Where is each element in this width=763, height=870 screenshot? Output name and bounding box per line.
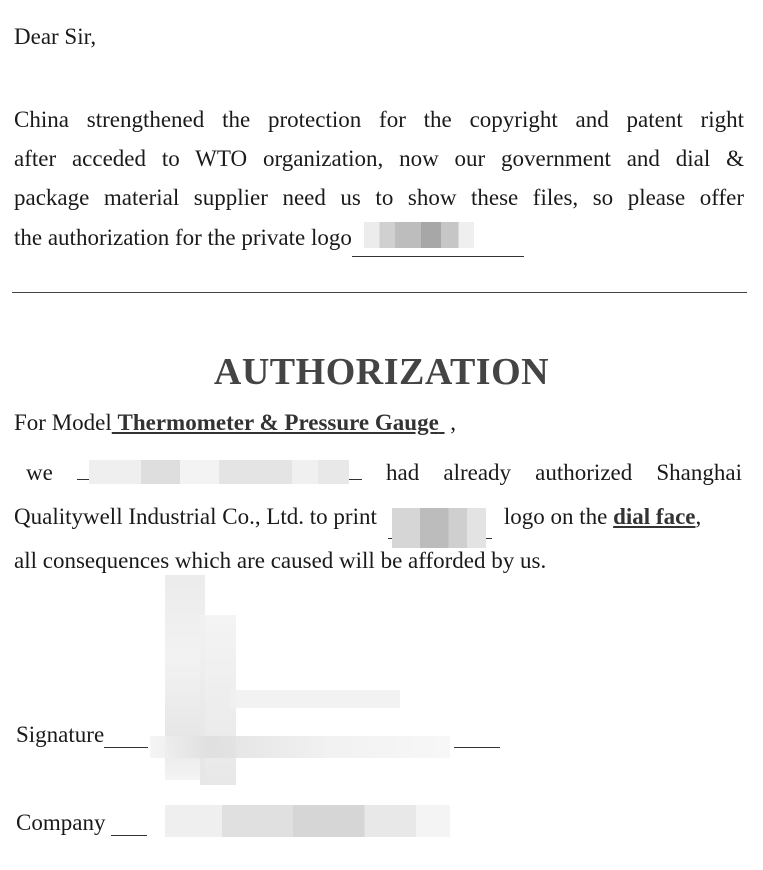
redacted-company-field xyxy=(77,451,362,480)
redacted-block xyxy=(89,460,349,484)
authorization-line xyxy=(14,451,742,495)
company-label: Company xyxy=(16,810,106,835)
redacted-logo-field xyxy=(388,508,492,539)
model-suffix: , xyxy=(444,410,457,435)
company-line xyxy=(16,810,147,836)
dial-face: dial face xyxy=(613,504,696,529)
blank-line xyxy=(492,256,524,257)
blank-line xyxy=(104,747,148,748)
redacted-block xyxy=(364,222,474,248)
blank-line xyxy=(111,835,147,836)
authorization-line: all consequences which are caused will be afforded by us. xyxy=(14,548,547,573)
company-text: Qualitywell Industrial Co., Ltd. to print xyxy=(14,504,377,529)
paragraph-line: package material supplier need us to show these files, so please offer xyxy=(14,185,744,210)
signature-label: Signature xyxy=(16,722,105,747)
greeting: Dear Sir, xyxy=(14,24,97,49)
word-authorized: authorized xyxy=(535,460,633,485)
paragraph-line xyxy=(14,217,744,257)
paragraph-line: China strengthened the protection for the copyright and patent right xyxy=(14,107,744,132)
comma: , xyxy=(695,504,702,529)
word-already: already xyxy=(443,460,512,485)
redacted-company xyxy=(165,805,450,837)
model-line xyxy=(14,410,456,436)
word-had: had xyxy=(386,460,420,485)
paragraph-line: after acceded to WTO organization, now our government and dial & xyxy=(14,146,744,171)
model-label: For Model xyxy=(14,410,112,435)
authorization-paragraph xyxy=(14,451,742,583)
document-title: AUTHORIZATION xyxy=(213,351,550,393)
signature-line xyxy=(16,722,500,748)
model-value: Thermometer & Pressure Gauge xyxy=(117,410,439,435)
divider xyxy=(12,292,747,293)
blank-line xyxy=(454,747,500,748)
logo-on-text: logo on the xyxy=(503,504,608,529)
request-paragraph xyxy=(14,100,744,257)
word-shanghai: Shanghai xyxy=(656,460,742,485)
private-logo-label: the authorization for the private logo xyxy=(14,225,352,250)
redacted-logo-field xyxy=(352,217,492,257)
word-we: we xyxy=(26,460,53,485)
redacted-signature xyxy=(230,690,400,708)
authorization-line xyxy=(14,495,742,539)
